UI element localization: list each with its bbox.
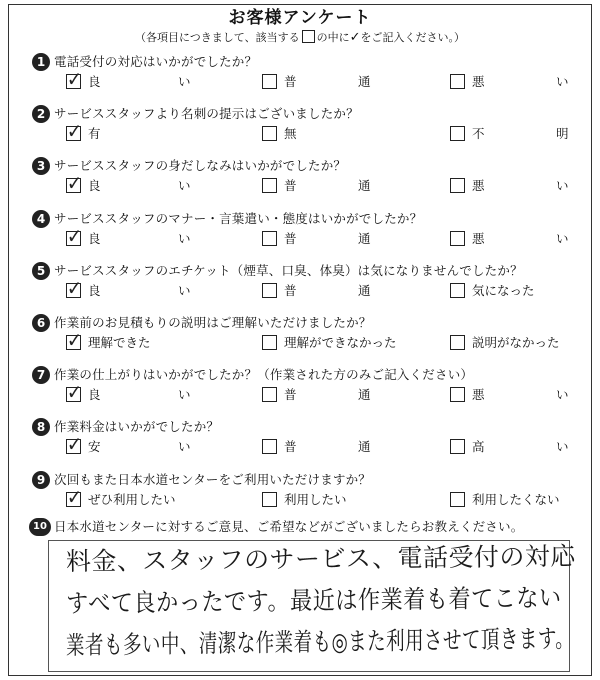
check-mark-icon: ✓: [66, 223, 82, 248]
option-label: 気になった: [472, 282, 535, 298]
question-text: 次回もまた日本水道センターをご利用いただけますか？: [54, 471, 372, 487]
checkbox-checked[interactable]: [66, 223, 82, 248]
checkbox[interactable]: [262, 231, 277, 246]
checkbox[interactable]: [450, 492, 465, 507]
option-label-char: 良: [88, 74, 101, 89]
option-label-char: 明: [556, 126, 569, 142]
question-number-badge: 3: [32, 157, 50, 175]
check-mark-icon: ✓: [66, 171, 82, 196]
option-label-char: 不: [472, 126, 485, 142]
checkbox-checked[interactable]: [66, 119, 82, 144]
checkbox[interactable]: [450, 178, 465, 193]
question-text: 作業前のお見積もりの説明はご理解いただけましたか？: [54, 315, 372, 330]
option-label: 説明がなかった: [472, 335, 560, 350]
checkbox-checked[interactable]: [66, 67, 82, 91]
option-label-char: 良: [88, 230, 101, 246]
option-label-char: い: [556, 387, 569, 403]
checkbox[interactable]: [450, 283, 465, 298]
checkbox[interactable]: [262, 126, 277, 141]
option-label-char: 普: [284, 178, 297, 194]
check-mark-icon: ✓: [66, 275, 82, 300]
checkbox-checked[interactable]: [66, 328, 82, 352]
option-label-char: 普: [284, 74, 297, 89]
checkbox-checked[interactable]: [66, 275, 82, 300]
instruction-text: [0, 29, 600, 45]
question-8: [0, 418, 600, 478]
question-text: サービススタッフのエチケット（煙草、口臭、体臭）は気になりませんでしたか？: [54, 262, 523, 278]
checkbox-checked[interactable]: [66, 171, 82, 196]
option-label-char: 通: [358, 387, 371, 403]
option-label-char: 普: [284, 230, 297, 246]
checkbox[interactable]: [262, 492, 277, 507]
option-label-char: 通: [358, 74, 371, 89]
question-number-badge: 6: [32, 314, 50, 332]
checkbox[interactable]: [262, 178, 277, 193]
checkbox-checked[interactable]: [66, 380, 82, 405]
check-mark-icon: ✓: [66, 328, 82, 352]
check-mark-icon: ✓: [66, 119, 82, 144]
option-label-char: 通: [358, 439, 371, 455]
checkbox[interactable]: [450, 335, 465, 350]
instruction-checkbox-icon: [302, 30, 315, 43]
option-label-char: い: [556, 178, 569, 194]
check-mark-icon: ✓: [66, 380, 82, 405]
handwritten-comment-line-1: 料金、スタッフのサービス、電話受付の対応: [65, 541, 576, 576]
question-text: サービススタッフの身だしなみはいかがでしたか？: [54, 158, 347, 174]
checkbox[interactable]: [450, 439, 465, 454]
check-mark-icon: ✓: [66, 67, 82, 91]
option-label-char: 悪: [472, 74, 485, 89]
checkbox[interactable]: [262, 439, 277, 454]
option-label-char: い: [556, 74, 569, 89]
instruction-middle: の中に: [316, 31, 350, 44]
question-1: [0, 53, 600, 113]
handwritten-comment-line-3: 業者も多い中、清潔な作業着も◎また利用させて頂きます。: [65, 623, 575, 660]
question-4: [0, 210, 600, 270]
question-5: [0, 262, 600, 322]
option-label-char: い: [178, 282, 191, 298]
option-label: ぜひ利用したい: [88, 491, 176, 507]
question-10: [0, 518, 600, 538]
option-label-char: 通: [358, 230, 371, 246]
check-mark-icon: ✓: [66, 432, 82, 457]
option-label-char: 悪: [472, 387, 485, 403]
question-7: [0, 366, 600, 426]
option-label-char: 普: [284, 282, 297, 298]
option-label-char: 良: [88, 178, 101, 194]
option-label-char: 悪: [472, 230, 485, 246]
option-label-char: 無: [284, 126, 297, 142]
question-text: サービススタッフのマナー・言葉遣い・態度はいかがでしたか？: [54, 210, 423, 226]
checkbox-checked[interactable]: [66, 484, 82, 509]
checkbox[interactable]: [262, 74, 277, 89]
checkbox[interactable]: [262, 283, 277, 298]
question-text: 作業の仕上がりはいかがでしたか？（作業された方のみご記入ください）: [54, 367, 474, 383]
question-number-badge: 7: [32, 366, 50, 384]
option-label-char: 通: [358, 178, 371, 194]
option-label-char: い: [178, 387, 191, 403]
checkbox[interactable]: [450, 387, 465, 402]
instruction-suffix: をご記入ください。）: [360, 31, 465, 44]
check-mark-icon: ✓: [349, 30, 361, 45]
question-number-badge: 1: [32, 53, 50, 71]
question-6: [0, 314, 600, 374]
question-number-badge: 9: [32, 471, 50, 489]
option-label-char: 良: [88, 282, 101, 298]
option-label-char: い: [178, 74, 191, 89]
option-label-char: 悪: [472, 178, 485, 194]
option-label-char: 高: [472, 439, 485, 455]
question-text: サービススタッフより名刺の提示はございましたか？: [54, 106, 359, 122]
option-label-char: 普: [284, 387, 297, 403]
option-label: 理解ができなかった: [284, 335, 397, 350]
survey-title: お客様アンケート: [228, 8, 372, 28]
option-label: 利用したい: [284, 491, 347, 507]
option-label-char: い: [178, 439, 191, 455]
question-text: 作業料金はいかがでしたか？: [54, 419, 220, 435]
question-2: [0, 105, 600, 165]
question-text: 日本水道センターに対するご意見、ご希望などがございましたらお教えください。: [54, 519, 524, 534]
check-mark-icon: ✓: [66, 484, 82, 509]
option-label-char: 有: [88, 126, 101, 142]
checkbox[interactable]: [262, 335, 277, 350]
checkbox[interactable]: [262, 387, 277, 402]
handwritten-comment-line-2: すべて良かったです。最近は作業着も着てこない: [65, 583, 562, 618]
option-label-char: い: [178, 230, 191, 246]
question-number-badge: 4: [32, 210, 50, 228]
option-label: 利用したくない: [472, 491, 560, 507]
option-label-char: 普: [284, 439, 297, 455]
option-label-char: 通: [358, 282, 371, 298]
checkbox[interactable]: [450, 74, 465, 89]
option-label-char: い: [556, 439, 569, 455]
question-3: [0, 157, 600, 217]
option-label-char: い: [556, 230, 569, 246]
option-label-char: い: [178, 178, 191, 194]
question-number-badge: 5: [32, 262, 50, 280]
option-label: 理解できた: [88, 335, 151, 350]
question-text: 電話受付の対応はいかがでしたか？: [54, 54, 258, 69]
question-number-badge: 10: [29, 518, 51, 536]
checkbox[interactable]: [450, 126, 465, 141]
checkbox-checked[interactable]: [66, 432, 82, 457]
checkbox[interactable]: [450, 231, 465, 246]
question-number-badge: 2: [32, 105, 50, 123]
question-number-badge: 8: [32, 418, 50, 436]
option-label-char: 安: [88, 439, 101, 455]
option-label-char: 良: [88, 387, 101, 403]
instruction-prefix: （各項目につきまして、該当する: [135, 31, 300, 44]
